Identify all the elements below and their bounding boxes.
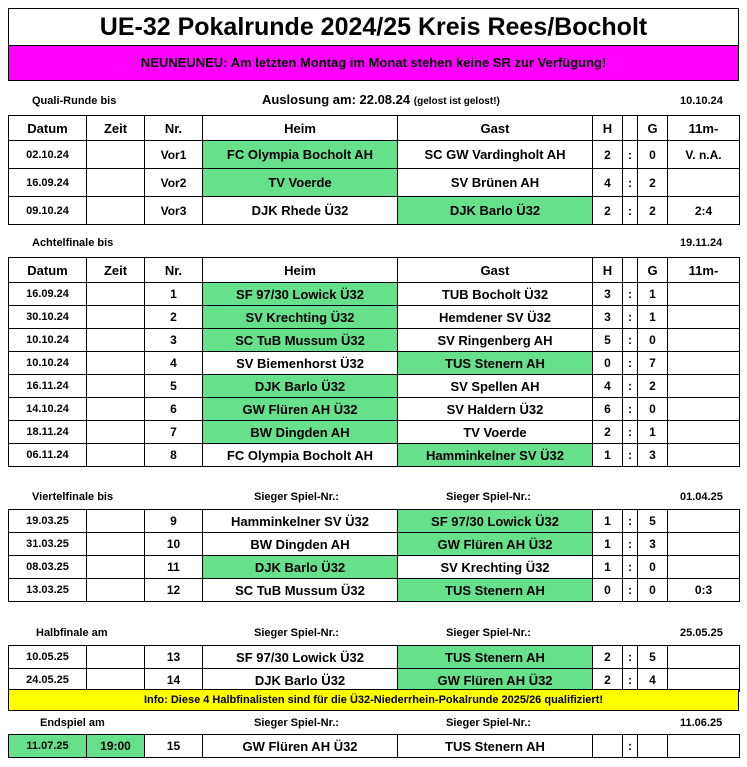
cell-heim: SV Krechting Ü32: [203, 306, 398, 329]
cell-nr: 2: [145, 306, 203, 329]
match-row: [9, 141, 740, 169]
header-row: [9, 116, 740, 141]
cell-elf: 2:4: [668, 197, 740, 225]
header-h: H: [593, 258, 623, 283]
match-row: [9, 283, 740, 306]
cell-h: 0: [593, 352, 623, 375]
cell-h: 3: [593, 306, 623, 329]
cell-datum: 14.10.24: [9, 398, 87, 421]
cell-datum: 06.11.24: [9, 444, 87, 467]
halb-label: Halbfinale am: [36, 627, 108, 639]
viertel-table: [8, 509, 740, 602]
cell-h: 0: [593, 579, 623, 602]
cell-heim: GW Flüren AH Ü32: [203, 735, 398, 758]
cell-datum: 11.07.25: [9, 735, 87, 758]
cell-nr: 12: [145, 579, 203, 602]
quali-table: [8, 115, 740, 225]
viertel-label: Viertelfinale bis: [32, 491, 114, 503]
cell-gast: SV Haldern Ü32: [398, 398, 593, 421]
cell-g: 0: [638, 579, 668, 602]
page-title: UE-32 Pokalrunde 2024/25 Kreis Rees/Bocholt: [8, 8, 739, 46]
match-row: [9, 646, 740, 669]
viertel-sieger-gast: Sieger Spiel-Nr.:: [446, 491, 531, 503]
cell-nr: 6: [145, 398, 203, 421]
cell-sep: :: [623, 141, 638, 169]
cell-gast: SV Ringenberg AH: [398, 329, 593, 352]
cell-datum: 10.10.24: [9, 329, 87, 352]
cell-sep: :: [623, 283, 638, 306]
cell-h: 1: [593, 556, 623, 579]
cell-gast: TUS Stenern AH: [398, 646, 593, 669]
cell-zeit: [87, 352, 145, 375]
cell-sep: :: [623, 306, 638, 329]
match-row: [9, 329, 740, 352]
cell-sep: :: [623, 169, 638, 197]
final-deadline: 11.06.25: [680, 717, 723, 729]
cell-h: 4: [593, 169, 623, 197]
cell-zeit: [87, 421, 145, 444]
final-sieger-gast: Sieger Spiel-Nr.:: [446, 717, 531, 729]
cell-h: 2: [593, 141, 623, 169]
notice-banner: NEUNEUNEU: Am letzten Montag im Monat stehen keine SR zur Verfügung!: [8, 45, 739, 81]
cell-datum: 02.10.24: [9, 141, 87, 169]
cell-heim: SC TuB Mussum Ü32: [203, 579, 398, 602]
cell-g: [638, 735, 668, 758]
cell-h: 3: [593, 283, 623, 306]
cell-heim: TV Voerde: [203, 169, 398, 197]
cell-elf: 0:3: [668, 579, 740, 602]
cell-heim: SV Biemenhorst Ü32: [203, 352, 398, 375]
cell-zeit: [87, 398, 145, 421]
cell-h: 4: [593, 375, 623, 398]
header-datum: Datum: [9, 116, 87, 141]
achtel-deadline: 19.11.24: [680, 237, 723, 249]
header-g: G: [638, 116, 668, 141]
match-row: [9, 306, 740, 329]
cell-gast: SV Brünen AH: [398, 169, 593, 197]
cell-elf: [668, 444, 740, 467]
cell-nr: 5: [145, 375, 203, 398]
header-heim: Heim: [203, 258, 398, 283]
cell-datum: 13.03.25: [9, 579, 87, 602]
cell-nr: 3: [145, 329, 203, 352]
cell-elf: [668, 283, 740, 306]
final-sieger-heim: Sieger Spiel-Nr.:: [254, 717, 339, 729]
cell-g: 1: [638, 283, 668, 306]
cell-zeit: [87, 169, 145, 197]
header-datum: Datum: [9, 258, 87, 283]
cell-elf: [668, 169, 740, 197]
cell-zeit: [87, 579, 145, 602]
halb-sieger-heim: Sieger Spiel-Nr.:: [254, 627, 339, 639]
cell-g: 0: [638, 141, 668, 169]
cell-g: 0: [638, 329, 668, 352]
cell-g: 0: [638, 556, 668, 579]
header-elf: 11m-: [668, 258, 740, 283]
cell-nr: Vor1: [145, 141, 203, 169]
cell-elf: [668, 510, 740, 533]
viertel-deadline: 01.04.25: [680, 491, 723, 503]
cell-heim: Hamminkelner SV Ü32: [203, 510, 398, 533]
cell-elf: [668, 375, 740, 398]
cell-sep: :: [623, 329, 638, 352]
cell-zeit: [87, 283, 145, 306]
final-label: Endspiel am: [40, 717, 105, 729]
match-row: [9, 352, 740, 375]
header-row: [9, 258, 740, 283]
cell-heim: FC Olympia Bocholt AH: [203, 444, 398, 467]
cell-g: 1: [638, 421, 668, 444]
cell-h: 1: [593, 533, 623, 556]
header-sep: [623, 258, 638, 283]
cell-datum: 10.10.24: [9, 352, 87, 375]
cell-elf: [668, 329, 740, 352]
cell-gast: DJK Barlo Ü32: [398, 197, 593, 225]
header-zeit: Zeit: [87, 258, 145, 283]
cell-gast: SV Krechting Ü32: [398, 556, 593, 579]
cell-h: [593, 735, 623, 758]
draw-note: (gelost ist gelost!): [413, 96, 500, 107]
cell-heim: BW Dingden AH: [203, 533, 398, 556]
cell-h: 1: [593, 510, 623, 533]
draw-date: Auslosung am: 22.08.24: [262, 92, 411, 107]
cell-datum: 19.03.25: [9, 510, 87, 533]
cell-elf: [668, 556, 740, 579]
cell-zeit: [87, 306, 145, 329]
cell-zeit: 19:00: [87, 735, 145, 758]
cell-sep: :: [623, 735, 638, 758]
cell-datum: 16.11.24: [9, 375, 87, 398]
header-gast: Gast: [398, 116, 593, 141]
cell-h: 2: [593, 669, 623, 692]
cell-heim: DJK Barlo Ü32: [203, 669, 398, 692]
cell-zeit: [87, 510, 145, 533]
cell-heim: FC Olympia Bocholt AH: [203, 141, 398, 169]
achtel-label: Achtelfinale bis: [32, 237, 114, 249]
cell-sep: :: [623, 444, 638, 467]
cell-heim: DJK Barlo Ü32: [203, 556, 398, 579]
cell-sep: :: [623, 398, 638, 421]
cell-sep: :: [623, 579, 638, 602]
cell-h: 2: [593, 646, 623, 669]
match-row: [9, 533, 740, 556]
cell-g: 1: [638, 306, 668, 329]
cell-elf: [668, 735, 740, 758]
cell-g: 2: [638, 169, 668, 197]
match-row: [9, 398, 740, 421]
cell-heim: BW Dingden AH: [203, 421, 398, 444]
cell-gast: Hemdener SV Ü32: [398, 306, 593, 329]
cell-datum: 16.09.24: [9, 169, 87, 197]
halb-table: [8, 645, 740, 692]
cell-sep: :: [623, 669, 638, 692]
match-row: [9, 579, 740, 602]
cell-heim: GW Flüren AH Ü32: [203, 398, 398, 421]
match-row: [9, 556, 740, 579]
header-sep: [623, 116, 638, 141]
header-nr: Nr.: [145, 258, 203, 283]
cell-elf: [668, 306, 740, 329]
cell-datum: 10.05.25: [9, 646, 87, 669]
cell-datum: 09.10.24: [9, 197, 87, 225]
header-g: G: [638, 258, 668, 283]
cell-g: 2: [638, 197, 668, 225]
header-nr: Nr.: [145, 116, 203, 141]
draw-info: [262, 93, 500, 107]
cell-nr: 10: [145, 533, 203, 556]
cell-sep: :: [623, 197, 638, 225]
match-row: [9, 510, 740, 533]
match-row: [9, 197, 740, 225]
halb-sieger-gast: Sieger Spiel-Nr.:: [446, 627, 531, 639]
header-heim: Heim: [203, 116, 398, 141]
cell-elf: V. n.A.: [668, 141, 740, 169]
match-row: [9, 375, 740, 398]
cell-nr: Vor2: [145, 169, 203, 197]
cell-sep: :: [623, 646, 638, 669]
cell-g: 3: [638, 533, 668, 556]
cell-zeit: [87, 444, 145, 467]
header-zeit: Zeit: [87, 116, 145, 141]
cell-zeit: [87, 533, 145, 556]
cell-g: 2: [638, 375, 668, 398]
cell-nr: 1: [145, 283, 203, 306]
cell-datum: 24.05.25: [9, 669, 87, 692]
cell-zeit: [87, 556, 145, 579]
cell-zeit: [87, 329, 145, 352]
match-row: [9, 169, 740, 197]
halb-deadline: 25.05.25: [680, 627, 723, 639]
cell-gast: SF 97/30 Lowick Ü32: [398, 510, 593, 533]
cell-sep: :: [623, 556, 638, 579]
cell-elf: [668, 421, 740, 444]
cell-heim: SF 97/30 Lowick Ü32: [203, 646, 398, 669]
cell-h: 6: [593, 398, 623, 421]
cell-datum: 18.11.24: [9, 421, 87, 444]
cell-gast: GW Flüren AH Ü32: [398, 533, 593, 556]
final-table: [8, 734, 740, 758]
cell-datum: 08.03.25: [9, 556, 87, 579]
cell-nr: 13: [145, 646, 203, 669]
cell-heim: SC TuB Mussum Ü32: [203, 329, 398, 352]
cell-sep: :: [623, 352, 638, 375]
cell-gast: TUB Bocholt Ü32: [398, 283, 593, 306]
cell-g: 0: [638, 398, 668, 421]
cell-nr: 7: [145, 421, 203, 444]
header-gast: Gast: [398, 258, 593, 283]
cell-g: 3: [638, 444, 668, 467]
cell-heim: SF 97/30 Lowick Ü32: [203, 283, 398, 306]
cell-h: 2: [593, 197, 623, 225]
cell-datum: 30.10.24: [9, 306, 87, 329]
header-h: H: [593, 116, 623, 141]
cell-h: 1: [593, 444, 623, 467]
cell-sep: :: [623, 375, 638, 398]
cell-nr: 14: [145, 669, 203, 692]
cell-sep: :: [623, 533, 638, 556]
quali-label: Quali-Runde bis: [32, 95, 117, 107]
cell-gast: TUS Stenern AH: [398, 352, 593, 375]
viertel-sieger-heim: Sieger Spiel-Nr.:: [254, 491, 339, 503]
cell-nr: 11: [145, 556, 203, 579]
cell-g: 7: [638, 352, 668, 375]
cell-nr: 15: [145, 735, 203, 758]
cell-gast: TV Voerde: [398, 421, 593, 444]
match-row: [9, 444, 740, 467]
info-banner: Info: Diese 4 Halbfinalisten sind für die Ü32-Niederrhein-Pokalrunde 2025/26 qualifiziert!: [8, 689, 739, 711]
cell-nr: Vor3: [145, 197, 203, 225]
cell-elf: [668, 533, 740, 556]
cell-g: 5: [638, 510, 668, 533]
achtel-table: [8, 257, 740, 467]
cell-g: 5: [638, 646, 668, 669]
cell-h: 2: [593, 421, 623, 444]
cell-gast: Hamminkelner SV Ü32: [398, 444, 593, 467]
cell-zeit: [87, 646, 145, 669]
cell-elf: [668, 352, 740, 375]
header-elf: 11m-: [668, 116, 740, 141]
cell-gast: TUS Stenern AH: [398, 579, 593, 602]
cell-elf: [668, 398, 740, 421]
cell-nr: 9: [145, 510, 203, 533]
cell-zeit: [87, 197, 145, 225]
cell-sep: :: [623, 421, 638, 444]
cell-elf: [668, 646, 740, 669]
quali-deadline: 10.10.24: [680, 95, 723, 107]
cell-nr: 8: [145, 444, 203, 467]
match-row: [9, 735, 740, 758]
cell-datum: 31.03.25: [9, 533, 87, 556]
cell-zeit: [87, 141, 145, 169]
cell-gast: SV Spellen AH: [398, 375, 593, 398]
cell-nr: 4: [145, 352, 203, 375]
cell-h: 5: [593, 329, 623, 352]
cell-heim: DJK Rhede Ü32: [203, 197, 398, 225]
match-row: [9, 421, 740, 444]
cell-heim: DJK Barlo Ü32: [203, 375, 398, 398]
cell-gast: GW Flüren AH Ü32: [398, 669, 593, 692]
cell-zeit: [87, 375, 145, 398]
cell-sep: :: [623, 510, 638, 533]
cell-gast: SC GW Vardingholt AH: [398, 141, 593, 169]
cell-g: 4: [638, 669, 668, 692]
cell-gast: TUS Stenern AH: [398, 735, 593, 758]
cell-datum: 16.09.24: [9, 283, 87, 306]
